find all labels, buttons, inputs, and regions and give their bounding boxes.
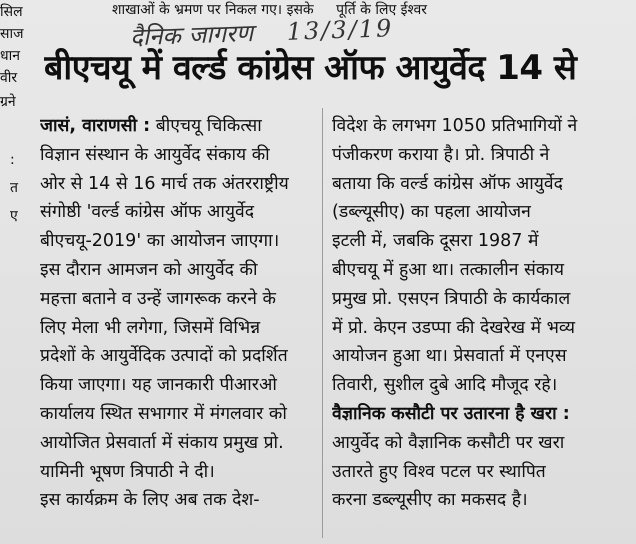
column-line: प्रमुख प्रो. एसएन त्रिपाठी के कार्यकाल: [332, 288, 571, 309]
margin-fragment: वीर: [0, 70, 18, 86]
column-line: कार्यालय स्थित सभागार में मंगलवार को: [40, 403, 287, 424]
column-line: में प्रो. केएन उडप्पा की देखरेख में भव्य: [332, 317, 576, 338]
column-line: इस दौरान आमजन को आयुर्वेद की: [40, 259, 258, 280]
column-line-text: बीएचयू चिकित्सा: [150, 116, 262, 136]
column-line: आयोजित प्रेसवार्ता में संकाय प्रमुख प्रो.: [40, 432, 284, 453]
column-line: तिवारी, सुशील दुबे आदि मौजूद रहे।: [332, 375, 558, 396]
margin-fragment: ए: [10, 208, 18, 224]
article-column-2: [332, 112, 632, 515]
fragment-text-2: पूर्ति के लिए ईश्वर: [336, 2, 427, 18]
handwritten-paper-name: दैनिक जागरण: [129, 19, 254, 52]
margin-fragment: सिल: [0, 4, 23, 20]
article-headline: बीएचयू में वर्ल्ड कांग्रेस ऑफ आयुर्वेद 14 से: [44, 48, 577, 88]
column-line: आयोजन हुआ था। प्रेसवार्ता में एनएस: [332, 346, 567, 367]
adjacent-column-fragments: [0, 0, 30, 544]
column-line: ओर से 14 से 16 मार्च तक अंतरराष्ट्रीय: [40, 173, 289, 194]
column-line: आयुर्वेद को वैज्ञानिक कसौटी पर खरा: [332, 432, 565, 453]
margin-fragment: साज: [0, 26, 24, 42]
dateline: जासं, वाराणसी :: [40, 116, 151, 136]
column-line: इटली में, जबकि दूसरा 1987 में: [332, 231, 539, 252]
column-line: किया जाएगा। यह जानकारी पीआरओ: [40, 375, 277, 396]
column-line: प्रदेशों के आयुर्वेदिक उत्पादों को प्रदर्शित: [40, 346, 288, 367]
margin-fragment: ग्रने: [0, 94, 16, 110]
handwritten-date: 13/3/19: [286, 14, 394, 46]
column-line: उतारते हुए विश्व पटल पर स्थापित: [332, 461, 546, 482]
column-line: पंजीकरण कराया है। प्रो. त्रिपाठी ने: [332, 144, 550, 165]
article-column-1: [40, 112, 315, 515]
column-line: बीएचयू-2019' का आयोजन जाएगा।: [40, 231, 280, 252]
column-line: बताया कि वर्ल्ड कांग्रेस ऑफ आयुर्वेद: [332, 173, 563, 194]
column-line: करना डब्ल्यूसीए का मकसद है।: [332, 490, 528, 511]
column-line: महत्ता बताने व उन्हें जागरूक करने के: [40, 288, 276, 309]
margin-fragment: :: [10, 152, 15, 168]
column-line: (डब्ल्यूसीए) का पहला आयोजन: [332, 202, 531, 223]
column-line: विदेश के लगभग 1050 प्रतिभागियों ने: [332, 116, 578, 136]
column-divider: [322, 108, 323, 538]
column-line: संगोष्ठी 'वर्ल्ड कांग्रेस ऑफ आयुर्वेद: [40, 202, 255, 223]
margin-fragment: त: [10, 180, 18, 196]
article-subhead: वैज्ञानिक कसौटी पर उतारना है खरा :: [332, 403, 570, 424]
fragment-text-1: शाखाओं के भ्रमण पर निकल गए। इसके: [112, 2, 314, 18]
column-line: बीएचयू में हुआ था। तत्कालीन संकाय: [332, 259, 565, 280]
column-line: यामिनी भूषण त्रिपाठी ने दी।: [40, 461, 215, 482]
column-line: [40, 112, 315, 141]
column-line: इस कार्यक्रम के लिए अब तक देश-: [40, 490, 260, 511]
margin-fragment: धान: [0, 48, 21, 64]
column-line: विज्ञान संस्थान के आयुर्वेद संकाय की: [40, 144, 270, 165]
column-line: लिए मेला भी लगेगा, जिसमें विभिन्न: [40, 317, 261, 338]
